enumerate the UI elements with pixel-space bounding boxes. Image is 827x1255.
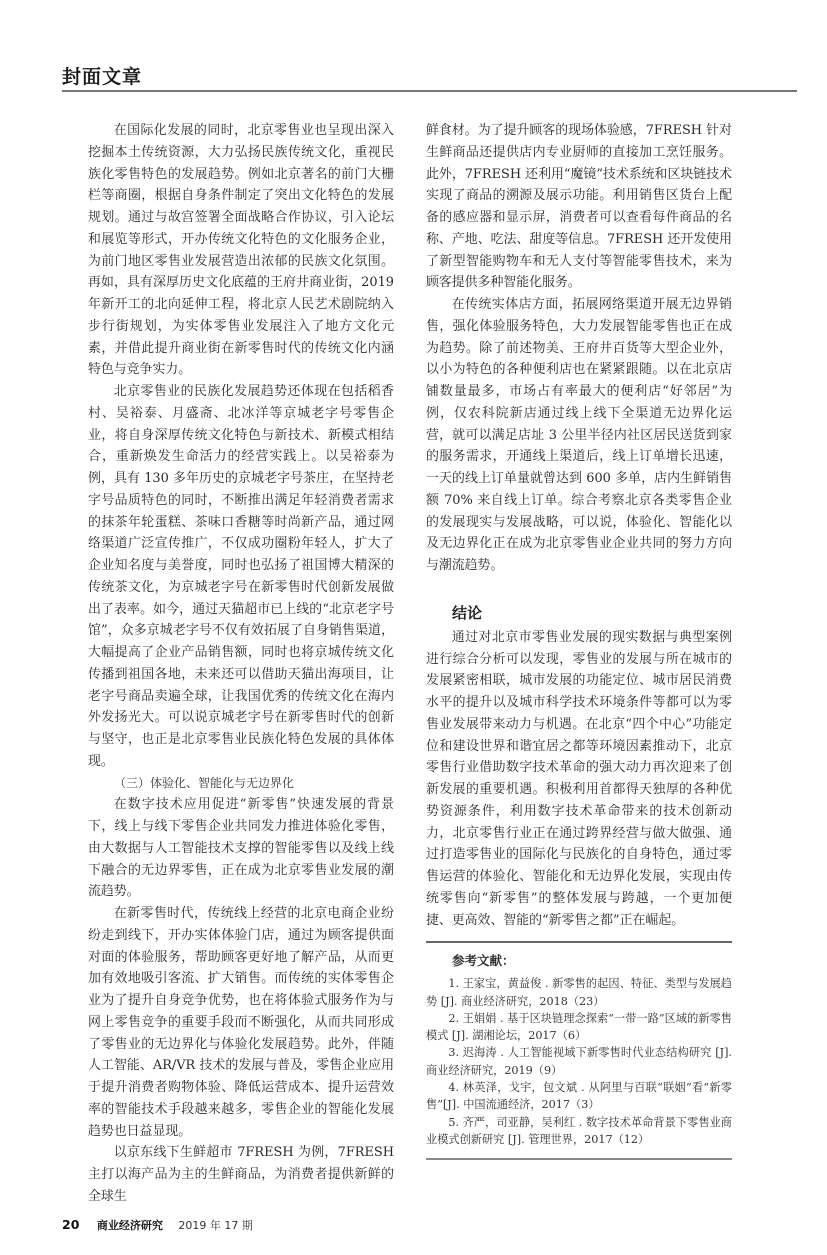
conclusion-heading: 结论 (452, 603, 483, 622)
page-number: 20 (62, 1216, 80, 1232)
subheading: （三）体验化、智能化与无边界化 (114, 775, 295, 790)
header-rule (62, 90, 797, 92)
paragraph: 在传统实体店方面，拓展网络渠道开展无边界销售，强化体验服务特色，大力发展智能零售也正在成为趋势。除了前述物美、王府井百货等大型企业外，以小为特色的各种便利店也在紧紧跟随。以在北京店铺数量最多，市场占有率最大的便利店“好邻居”为例，仅农科院新店通过线上线下全渠道无边界化运营，就可以满足店址 3 公里半径内社区居民送货到家的服务需求，开通线上渠道后，线上订单增长迅速，一天的线上订单量就曾达到 600 多单，店内生鲜销售额 70% 来自线上订单。综合考察北京各类零售企业的发展现实与发展战略，可以说，体验化、智能化以及无边界化正在成为北京零售业企业共同的努力方向与潮流趋势。 (426, 297, 732, 573)
page-footer (62, 1216, 827, 1235)
reference-item: 2. 王娟娟 . 基于区块链理念探索“一带一路”区域的新零售模式 [J]. 湖湘论坛，2017（6） (426, 1011, 732, 1043)
journal-name: 商业经济研究 (96, 1218, 163, 1232)
right-column (426, 120, 732, 1160)
reference-item: 3. 迟海涛 . 人工智能视域下新零售时代业态结构研究 [J]. 商业经济研究，2019（9） (426, 1046, 732, 1077)
reference-item: 1. 王家宝，黄益俊 . 新零售的起因、特征、类型与发展趋势 [J]. 商业经济研究，2018（23） (426, 977, 732, 1008)
paragraph: 鲜食材。为了提升顾客的现场体验感，7FRESH 针对生鲜商品还提供店内专业厨师的直接加工烹饪服务。此外，7FRESH 还利用“魔镜”技术系统和区块链技术实现了商品的溯源及展示功能。利用销售区货台上配备的感应器和显示屏，消费者可以查看每件商品的名称、产地、吃法、甜度等信息。7FRESH 还开发使用了新型智能购物车和无人支付等智能零售技术，来为顾客提供多种智能化服务。 (426, 123, 732, 291)
paragraph: 以京东线下生鲜超市 7FRESH 为例，7FRESH 主打以海产品为主的生鲜商品，为消费者提供新鲜的全球生 (88, 1145, 394, 1204)
left-column (88, 120, 394, 1208)
issue-label: 2019 年 17 期 (178, 1218, 253, 1232)
references-box (426, 941, 732, 1160)
references-title: 参考文献： (452, 953, 515, 969)
columns (0, 120, 827, 1208)
reference-item: 4. 林英泽，戈宇，包文斌 . 从阿里与百联“联姻”看“新零售”[J]. 中国流通经济，2017（3） (426, 1081, 732, 1112)
section-title: 封面文章 (62, 66, 143, 88)
reference-item: 5. 齐严，司亚静，吴利红 . 数字技术革命背景下零售业商业模式创新研究 [J]. 管理世界，2017（12） (426, 1115, 732, 1146)
paragraph: 通过对北京市零售业发展的现实数据与典型案例进行综合分析可以发现，零售业的发展与所在城市的发展紧密相联，城市发展的功能定位、城市居民消费水平的提升以及城市科学技术环境条件等都可以为零售业发展带来动力与机遇。在北京“四个中心”功能定位和建设世界和谐宜居之都等环境因素推动下，北京零售行业借助数字技术革命的强大动力再次迎来了创新发展的重要机遇。积极利用首都得天独厚的各种优势资源条件，利用数字技术革命带来的技术创新动力，北京零售行业正在通过跨界经营与做大做强、通过打造零售业的国际化与民族化的自身特色，通过零售运营的体验化、智能化和无边界化发展，实现由传统零售向“新零售”的整体发展与跨越，一个更加便捷、更高效、智能的“新零售之都”正在崛起。 (426, 629, 732, 928)
paragraph: 北京零售业的民族化发展趋势还体现在包括稻香村、吴裕泰、月盛斋、北冰洋等京城老字号零售企业，将自身深厚传统文化特色与新技术、新模式相结合，重新焕发生命活力的经营实践上。以吴裕泰为例，具有 130 多年历史的京城老字号茶庄，在坚持老字号品质特色的同时，不断推出满足年轻消费者需求的抹茶年轮蛋糕、茶味口香糖等时尚新产品，通过网络渠道广泛宣传推广，不仅成功圈粉年轻人，扩大了企业知名度与美誉度，同时也弘扬了祖国博大精深的传统茶文化，为京城老字号在新零售时代创新发展做出了表率。如今，通过天猫超市已上线的“北京老字号馆”，众多京城老字号不仅有效拓展了自身销售渠道，大幅提高了企业产品销售额，同时也将京城传统文化传播到祖国各地，未来还可以借助天猫出海项目，让老字号商品卖遍全球，让我国优秀的传统文化在海内外发扬光大。可以说京城老字号在新零售时代的创新与坚守，也正是北京零售业民族化特色发展的具体体现。 (88, 384, 394, 769)
paragraph: 在国际化发展的同时，北京零售业也呈现出深入挖掘本土传统资源，大力弘扬民族传统文化，重视民族化零售特色的发展趋势。例如北京著名的前门大栅栏等商圈，根据自身条件制定了突出文化特色的发展规划。通过与故宫签署全面战略合作协议，引入论坛和展览等形式，开办传统文化特色的文化服务企业，为前门地区零售业发展营造出浓郁的民族文化氛围。再如，具有深厚历史文化底蕴的王府井商业街，2019 年新开工的北向延伸工程，将北京人民艺术剧院纳入步行街规划，为实体零售业发展注入了地方文化元素，并借此提升商业街在新零售时代的传统文化内涵特色与竞争实力。 (88, 123, 394, 378)
paragraph: 在数字技术应用促进“新零售”快速发展的背景下，线上与线下零售企业共同发力推进体验化零售，由大数据与人工智能技术支撑的智能零售以及线上线下融合的无边界零售，正在成为北京零售业发展的潮流趋势。 (88, 797, 394, 900)
paragraph: 在新零售时代，传统线上经营的北京电商企业纷纷走到线下，开办实体体验门店，通过为顾客提供面对面的体验服务，帮助顾客更好地了解产品，从而更加有效地吸引客流、扩大销售。而传统的实体零售企业为了提升自身竞争优势，也在将体验式服务作为与网上零售竞争的重要手段而不断强化，从而共同形成了零售业的无边界化与体验化发展趋势。此外，伴随人工智能、AR/VR 技术的发展与普及，零售企业应用于提升消费者购物体验、降低运营成本、提升运营效率的智能技术手段越来越多，零售企业的智能化发展趋势也日益显现。 (88, 906, 394, 1139)
